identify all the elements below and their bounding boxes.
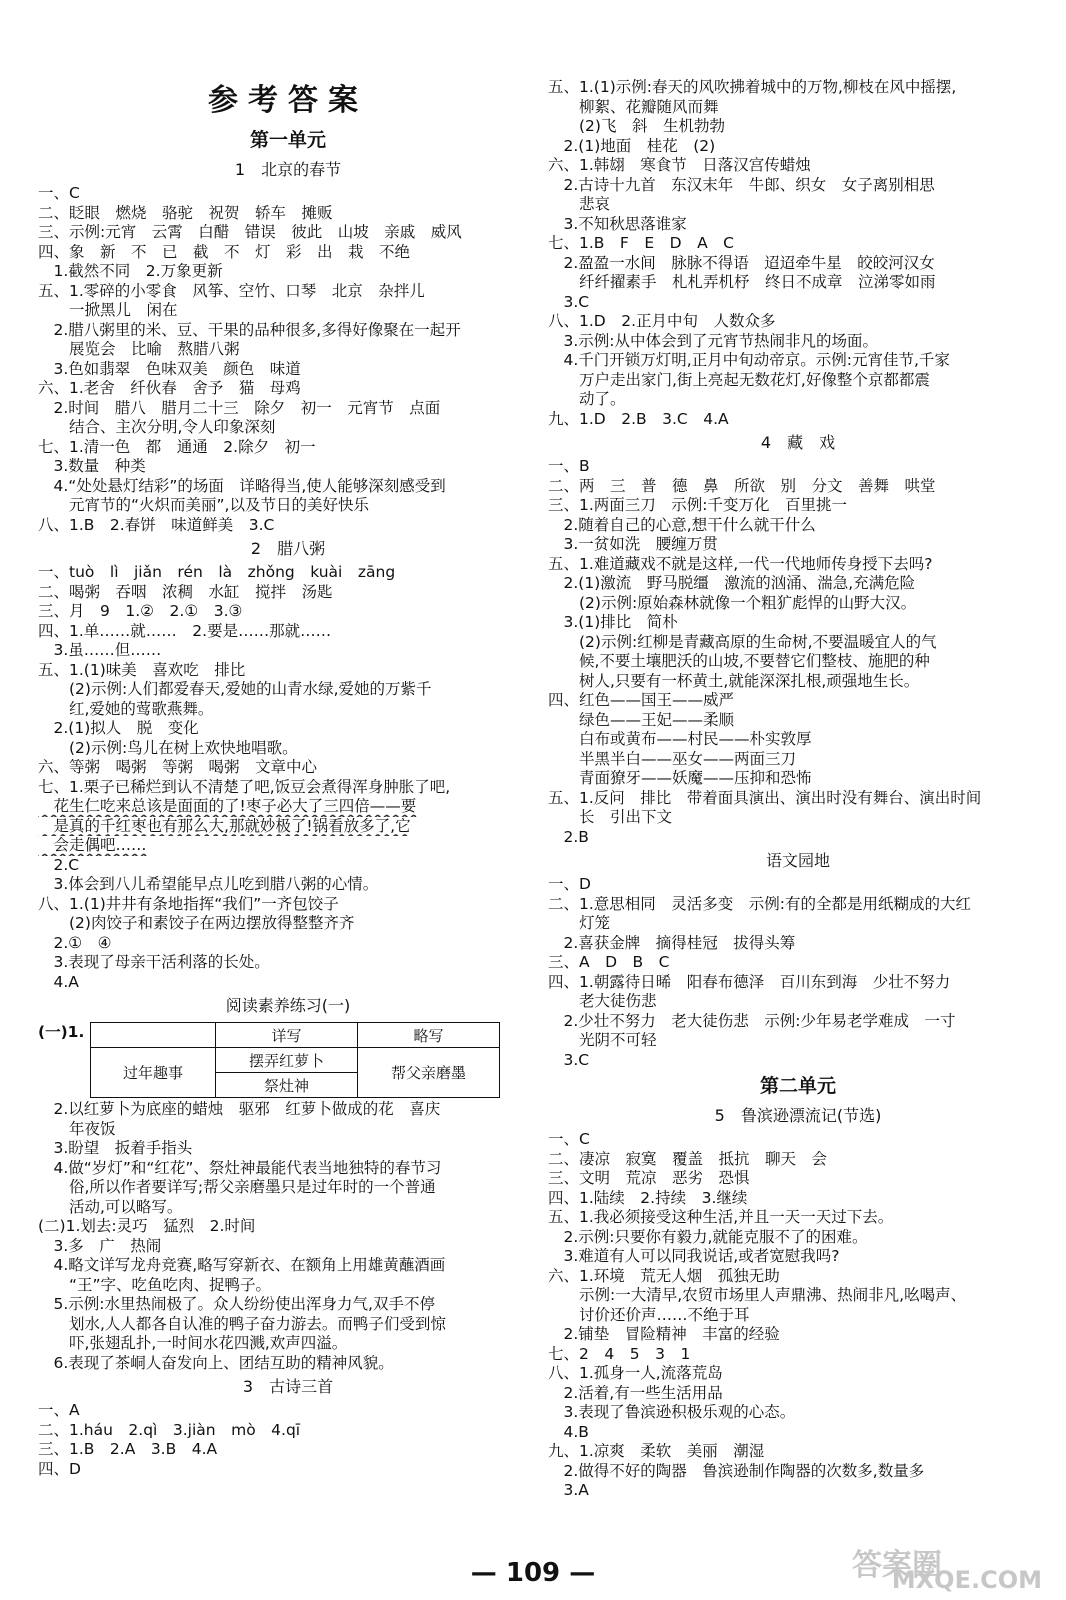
table-row-head: 过年趣事 — [91, 1048, 216, 1098]
answer-line: 展览会 比喻 熬腊八粥 — [38, 340, 240, 358]
answer-line: 1.截然不同 2.万象更新 — [38, 262, 223, 280]
answer-line: 三、月 9 1.② 2.① 3.③ — [38, 602, 243, 620]
lesson-3-answers-cont — [548, 78, 1048, 429]
answer-line: (二)1.划去:灵巧 猛烈 2.时间 — [38, 1217, 256, 1235]
answer-line: 五、1.我必须接受这种生活,并且一天一天过下去。 — [548, 1208, 894, 1226]
answer-line: 2.腊八粥里的米、豆、干果的品种很多,多得好像聚在一起开 — [38, 320, 461, 339]
answer-line: 俗,所以作者要详写;帮父亲磨墨只是过年时的一个普通 — [38, 1178, 436, 1196]
answer-line: 二、眨眼 燃烧 骆驼 祝贺 轿车 摊贩 — [38, 203, 333, 222]
answer-line: 动了。 — [548, 390, 626, 408]
lesson-5-answers — [548, 1130, 1048, 1501]
answer-line: 3.难道有人可以同我说话,或者宽慰我吗? — [548, 1247, 840, 1265]
answer-line: 二、1.意思相同 灵活多变 示例:有的全都是用纸糊成的大红 — [548, 894, 972, 913]
lesson-4-answers — [548, 457, 1048, 847]
answer-line: (2)示例:人们都爱春天,爱她的山青水绿,爱她的万紫千 — [38, 680, 432, 698]
answer-line: 吓,张翅乱扑,一时间水花四溅,欢声四溢。 — [38, 1334, 348, 1352]
answer-line: 五、1.难道藏戏不就是这样,一代一代地师传身授下去吗? — [548, 554, 933, 573]
answer-line: 年夜饭 — [38, 1119, 116, 1138]
answer-line: 五、1.反问 排比 带着面具演出、演出时没有舞台、演出时间 — [548, 788, 982, 807]
answer-line: 讨价还价声……不绝于耳 — [548, 1305, 750, 1324]
lesson-heading-2: 2 腊八粥 — [250, 539, 326, 558]
table-header-detail: 详写 — [216, 1023, 358, 1048]
answer-line: 光阴不可轻 — [548, 1031, 657, 1049]
watermark-logo — [852, 1540, 1042, 1596]
table-brief: 帮父亲磨墨 — [358, 1048, 500, 1098]
answer-line: 悲哀 — [548, 195, 611, 213]
reading-table — [90, 1022, 500, 1098]
answer-line: 九、1.D 2.B 3.C 4.A — [548, 409, 729, 428]
answer-line: 树人,只要有一杯黄土,就能深深扎根,顽强地生长。 — [548, 671, 920, 690]
lesson-2-wavy-answers — [38, 797, 538, 856]
answer-line: “王”字、吃鱼吃肉、捉鸭子。 — [38, 1275, 272, 1294]
reading-table-block — [38, 1020, 538, 1100]
answer-line: 八、1.D 2.正月中旬 人数众多 — [548, 312, 776, 330]
answer-line: 2.B — [548, 827, 589, 846]
answer-line: 九、1.凉爽 柔软 美丽 潮湿 — [548, 1442, 765, 1460]
unit-heading-2: 第二单元 — [759, 1075, 836, 1097]
answer-line: 八、1.孤身一人,流落荒岛 — [548, 1364, 723, 1382]
answer-line: 五、1.(1)示例:春天的风吹拂着城中的万物,柳枝在风中摇摆, — [548, 78, 957, 96]
answer-line: 2.铺垫 冒险精神 丰富的经验 — [548, 1325, 780, 1343]
answer-line: 七、2 4 5 3 1 — [548, 1344, 691, 1363]
answer-line: 五、1.零碎的小零食 风筝、空竹、口琴 北京 杂拌儿 — [38, 281, 425, 300]
right-column — [548, 78, 1048, 1501]
answer-line: 四、1.单……就…… 2.要是……那就…… — [38, 621, 332, 640]
answer-line: 2.少壮不努力 老大徒伤悲 示例:少年易老学难成 一寸 — [548, 1011, 956, 1030]
answer-line: 3.C — [548, 292, 590, 311]
answer-line: 一、D — [548, 875, 591, 893]
lesson-2-answers-cont — [38, 856, 538, 993]
answer-line: 3.示例:从中体会到了元宵节热闹非凡的场面。 — [548, 331, 879, 350]
answer-line: 红,爱她的莺歌燕舞。 — [38, 699, 214, 718]
answer-line: 3.数量 种类 — [38, 457, 146, 475]
unit-heading-1: 第一单元 — [249, 129, 326, 151]
answer-line: 4.A — [38, 972, 79, 991]
answer-line: 三、1.B 2.A 3.B 4.A — [38, 1440, 218, 1458]
answer-line: 一掀黑儿 闲在 — [38, 301, 178, 319]
answer-line: 三、示例:元宵 云霄 白醋 错误 彼此 山坡 亲戚 威风 — [38, 223, 462, 241]
answer-line: 2.(1)激流 野马脱缰 激流的汹涌、湍急,充满危险 — [548, 574, 916, 592]
answer-line: (2)示例:鸟儿在树上欢快地唱歌。 — [38, 738, 298, 757]
answer-line: 划水,人人都各自认准的鸭子奋力游去。而鸭子们受到惊 — [38, 1314, 446, 1333]
table-corner-cell — [91, 1023, 216, 1048]
answer-line: 3.不知秋思落谁家 — [548, 214, 687, 233]
answer-line: 二、喝粥 吞咽 浓稠 水缸 搅拌 汤匙 — [38, 582, 333, 601]
answer-line: 四、1.陆续 2.持续 3.继续 — [548, 1188, 748, 1207]
answer-line: 示例:一大清早,农贸市场里人声鼎沸、热闹非凡,吆喝声、 — [548, 1286, 967, 1304]
answer-line: 五、1.(1)味美 喜欢吃 排比 — [38, 660, 246, 679]
answer-line: 6.表现了茶峒人奋发向上、团结互助的精神风貌。 — [38, 1353, 394, 1372]
answer-line: 白布或黄布——村民——朴实敦厚 — [548, 730, 812, 748]
answer-line: 六、等粥 喝粥 等粥 喝粥 文章中心 — [38, 758, 318, 776]
answer-line: 2.(1)地面 桂花 (2) — [548, 136, 716, 155]
answer-line: 柳絮、花瓣随风而舞 — [548, 97, 719, 116]
answer-line: 3.(1)排比 简朴 — [548, 613, 678, 631]
table-detail-2: 祭灶神 — [216, 1073, 358, 1098]
answer-line: 3.虽……但…… — [38, 641, 162, 659]
answer-line: 候,不要土壤肥沃的山坡,不要替它们整枝、施肥的种 — [548, 652, 930, 670]
answer-line: 一、C — [38, 184, 80, 202]
answer-line: 4.做“岁灯”和“红花”、祭灶神最能代表当地独特的春节习 — [38, 1158, 442, 1177]
answer-line: 一、tuò lì jiǎn rén là zhǒng kuài zāng — [38, 563, 396, 581]
reading-answers — [38, 1100, 538, 1373]
answer-line: 二、1.háu 2.qì 3.jiàn mò 4.qī — [38, 1420, 301, 1439]
answer-line: 5.示例:水里热闹极了。众人纷纷使出浑身力气,双手不停 — [38, 1295, 435, 1313]
lesson-3-answers — [38, 1401, 538, 1479]
answer-line: 三、文明 荒凉 恶劣 恐惧 — [548, 1169, 750, 1187]
answer-line: 会走偶吧…… — [38, 836, 147, 854]
answer-line: 结合、主次分明,令人印象深刻 — [38, 418, 276, 436]
answer-line: 2.① ④ — [38, 933, 112, 952]
answer-line: 老大徒伤悲 — [548, 992, 657, 1010]
answer-line: 2.活着,有一些生活用品 — [548, 1383, 723, 1402]
answer-line: 一、C — [548, 1130, 590, 1148]
answer-line: 2.盈盈一水间 脉脉不得语 迢迢牵牛星 皎皎河汉女 — [548, 253, 935, 272]
answer-line: 七、1.栗子已稀烂到认不清楚了吧,饭豆会煮得浑身肿胀了吧, — [38, 777, 451, 796]
answer-line: 2.示例:只要你有毅力,就能克服不了的困难。 — [548, 1227, 868, 1246]
answer-line: 四、D — [38, 1459, 81, 1478]
answer-line: 3.色如翡翠 色味双美 颜色 味道 — [38, 359, 301, 378]
answer-line: 六、1.老舍 纤伙春 舍予 猫 母鸡 — [38, 379, 301, 397]
answer-line: 活动,可以略写。 — [38, 1197, 183, 1216]
table-header-brief: 略写 — [358, 1023, 500, 1048]
answer-line: 八、1.B 2.春饼 味道鲜美 3.C — [38, 515, 275, 534]
answer-line: 是真的千红枣也有那么大,那就妙极了!锅看放多了,它 — [38, 816, 411, 835]
answer-line: 三、1.两面三刀 示例:千变万化 百里挑一 — [548, 496, 848, 514]
answer-line: 二、凄凉 寂寞 覆盖 抵抗 聊天 会 — [548, 1149, 828, 1168]
answer-line: 一、B — [548, 457, 590, 475]
answer-line: 绿色——王妃——柔顺 — [548, 710, 735, 729]
lesson-heading-5: 5 鲁滨逊漂流记(节选) — [714, 1106, 882, 1125]
answer-line: 万户走出家门,街上亮起无数花灯,好像整个京都都震 — [548, 370, 930, 389]
answer-line: 花生仁吃来总该是面面的了!枣子必大了三四倍——要 — [38, 797, 417, 815]
answer-line: 2.时间 腊八 腊月二十三 除夕 初一 元宵节 点面 — [38, 398, 441, 417]
page-title: 参考答案 — [208, 83, 368, 118]
answer-line: 4.千门开锁万灯明,正月中旬动帝京。示例:元宵佳节,千家 — [548, 351, 950, 369]
answer-line: 4.“处处悬灯结彩”的场面 详略得当,使人能够深刻感受到 — [38, 476, 446, 495]
answer-line: 3.表现了鲁滨逊积极乐观的心态。 — [548, 1403, 796, 1421]
answer-line: 2.做得不好的陶器 鲁滨逊制作陶器的次数多,数量多 — [548, 1461, 925, 1480]
garden-answers — [548, 875, 1048, 1070]
answer-line: 4.略文详写龙舟竞赛,略写穿新衣、在额角上用雄黄蘸酒画 — [38, 1256, 446, 1274]
watermark-text: 答案圈 — [852, 1548, 942, 1583]
answer-line: 纤纤擢素手 札札弄机杼 终日不成章 泣涕零如雨 — [548, 273, 936, 291]
answer-line: 元宵节的“火炽而美丽”,以及节日的美好快乐 — [38, 496, 369, 514]
answer-line: 七、1.B F E D A C — [548, 234, 734, 252]
answer-line: 六、1.韩翃 寒食节 日落汉宫传蜡烛 — [548, 156, 811, 174]
answer-line: 3.体会到八儿希望能早点儿吃到腊八粥的心情。 — [38, 875, 379, 893]
answer-line: (2)飞 斜 生机勃勃 — [548, 117, 725, 135]
answer-line: 七、1.清一色 都 通通 2.除夕 初一 — [38, 437, 316, 456]
lesson-heading-4: 4 藏 戏 — [760, 433, 836, 452]
left-column — [38, 78, 538, 1479]
reading-heading: 阅读素养练习(一) — [225, 996, 351, 1015]
answer-line: 三、A D B C — [548, 953, 670, 971]
answer-line: 一、A — [38, 1401, 80, 1419]
answer-line: 3.一贫如洗 腰缠万贯 — [548, 535, 718, 553]
answer-line: (2)示例:红柳是青藏高原的生命树,不要温暖宜人的气 — [548, 632, 937, 651]
page-number: — 109 — — [470, 1558, 596, 1588]
answer-line: 2.以红萝卜为底座的蜡烛 驱邪 红萝卜做成的花 喜庆 — [38, 1100, 441, 1118]
answer-line: 4.B — [548, 1422, 589, 1441]
answer-line: 3.C — [548, 1050, 590, 1069]
reading-table-label: (一)1. — [38, 1023, 85, 1041]
answer-line: 3.A — [548, 1481, 589, 1499]
answer-line: 长 引出下文 — [548, 808, 673, 826]
answer-line: 六、1.环境 荒无人烟 孤独无助 — [548, 1266, 780, 1285]
lesson-1-answers — [38, 184, 538, 535]
answer-line: 2.(1)拟人 脱 变化 — [38, 719, 199, 737]
answer-line: 二、两 三 普 德 鼻 所欲 别 分文 善舞 哄堂 — [548, 476, 936, 495]
answer-line: 3.多 广 热闹 — [38, 1236, 162, 1255]
answer-line: 八、1.(1)井井有条地指挥“我们”一齐包饺子 — [38, 894, 339, 913]
answer-line: 四、1.朝露待日晞 阳春布德泽 百川东到海 少壮不努力 — [548, 972, 951, 991]
page-number-value: 109 — [505, 1558, 561, 1588]
answer-line: 3.表现了母亲干活利落的长处。 — [38, 953, 270, 971]
answer-line: 四、象 新 不 已 截 不 灯 彩 出 栽 不绝 — [38, 242, 411, 261]
garden-heading: 语文园地 — [765, 851, 830, 870]
answer-line: 2.随着自己的心意,想干什么就干什么 — [548, 515, 816, 534]
answer-line: 半黑半白——巫女——两面三刀 — [548, 749, 797, 768]
answer-line: 2.喜获金牌 摘得桂冠 拔得头筹 — [548, 933, 796, 952]
lesson-heading-1: 1 北京的春节 — [234, 160, 342, 179]
answer-line: 3.盼望 扳着手指头 — [38, 1139, 193, 1157]
watermark-url: MXQE.COM — [891, 1566, 1042, 1594]
answer-line: 2.C — [38, 855, 80, 874]
answer-line: 灯笼 — [548, 914, 611, 932]
lesson-heading-3: 3 古诗三首 — [242, 1377, 334, 1396]
answer-line: 2.古诗十九首 东汉末年 牛郎、织女 女子离别相思 — [548, 175, 935, 194]
answer-line: 青面獠牙——妖魔——压抑和恐怖 — [548, 769, 812, 787]
answer-line: (2)肉饺子和素饺子在两边摆放得整整齐齐 — [38, 914, 355, 932]
table-detail-1: 摆弄红萝卜 — [216, 1048, 358, 1073]
answer-line: (2)示例:原始森林就像一个粗犷彪悍的山野大汉。 — [548, 593, 917, 612]
answer-line: 四、红色——国王——威严 — [548, 691, 735, 709]
lesson-2-answers — [38, 563, 538, 797]
